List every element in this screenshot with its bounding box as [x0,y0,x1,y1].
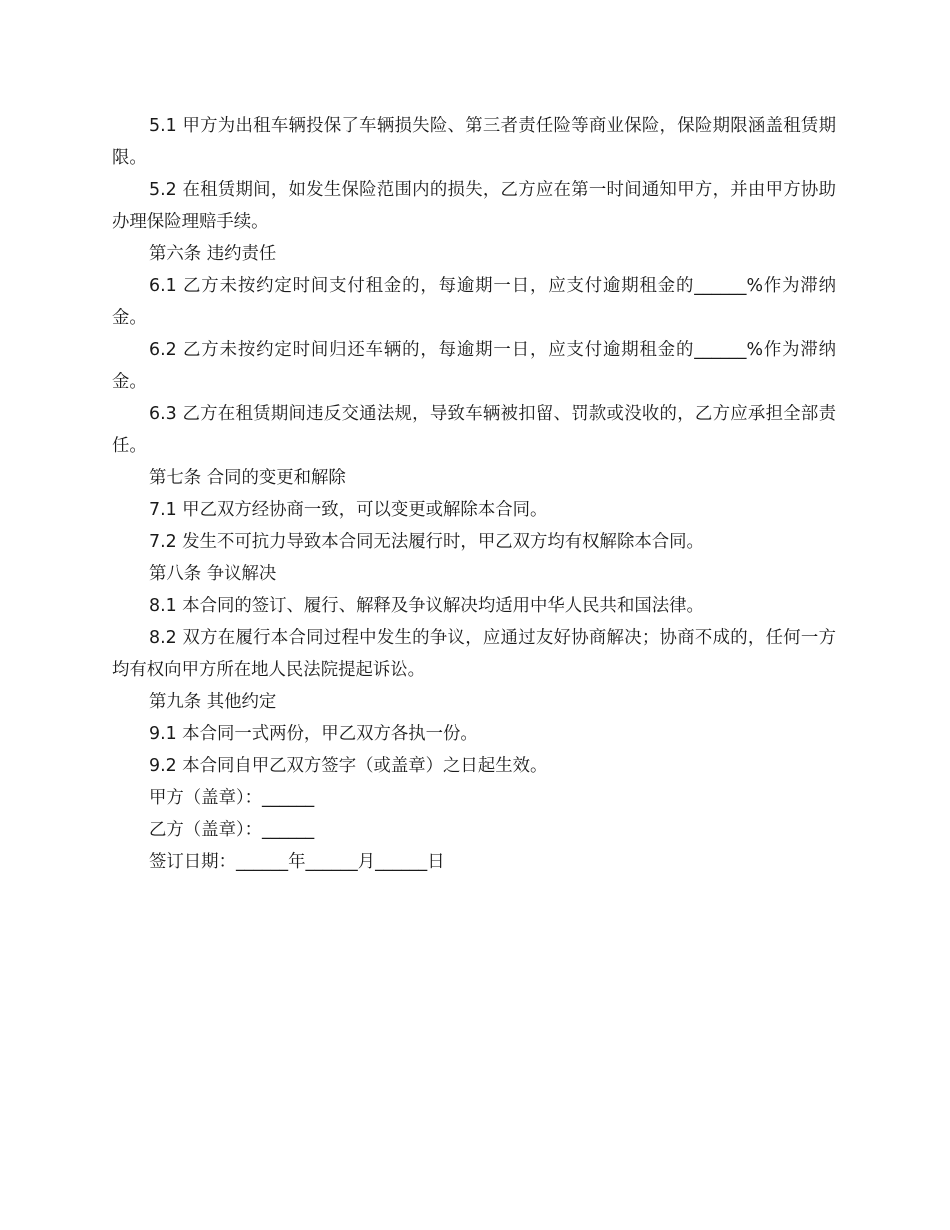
clause-8-1: 8.1 本合同的签订、履行、解释及争议解决均适用中华人民共和国法律。 [149,596,704,616]
article-7-heading: 第七条 合同的变更和解除 [149,468,346,488]
clause-5-1: 5.1 甲方为出租车辆投保了车辆损失险、第三者责任险等商业保险，保险期限涵盖租赁期限。 [112,116,836,168]
party-a-signature-line: 甲方（盖章）：______ [149,788,315,808]
clause-6-1: 6.1 乙方未按约定时间支付租金的，每逾期一日，应支付逾期租金的______%作为滞纳金。 [112,276,836,328]
clause-7-1: 7.1 甲乙双方经协商一致，可以变更或解除本合同。 [149,500,548,520]
clause-7-2: 7.2 发生不可抗力导致本合同无法履行时，甲乙双方均有权解除本合同。 [149,532,704,552]
article-8-heading: 第八条 争议解决 [149,564,277,584]
clause-8-2: 8.2 双方在履行本合同过程中发生的争议，应通过友好协商解决；协商不成的，任何一方均有权向甲方所在地人民法院提起诉讼。 [112,628,836,680]
clause-9-1: 9.1 本合同一式两份，甲乙双方各执一份。 [149,724,478,744]
clause-9-2: 9.2 本合同自甲乙双方签字（或盖章）之日起生效。 [149,756,548,776]
clause-6-3: 6.3 乙方在租赁期间违反交通法规，导致车辆被扣留、罚款或没收的，乙方应承担全部责任。 [112,404,836,456]
signing-date-line: 签订日期：______年______月______日 [149,852,445,872]
clause-5-2: 5.2 在租赁期间，如发生保险范围内的损失，乙方应在第一时间通知甲方，并由甲方协助办理保险理赔手续。 [112,180,836,232]
article-6-heading: 第六条 违约责任 [149,244,277,264]
party-b-signature-line: 乙方（盖章）：______ [149,820,315,840]
clause-6-2: 6.2 乙方未按约定时间归还车辆的，每逾期一日，应支付逾期租金的______%作为滞纳金。 [112,340,836,392]
article-9-heading: 第九条 其他约定 [149,692,277,712]
document-page [112,110,836,878]
